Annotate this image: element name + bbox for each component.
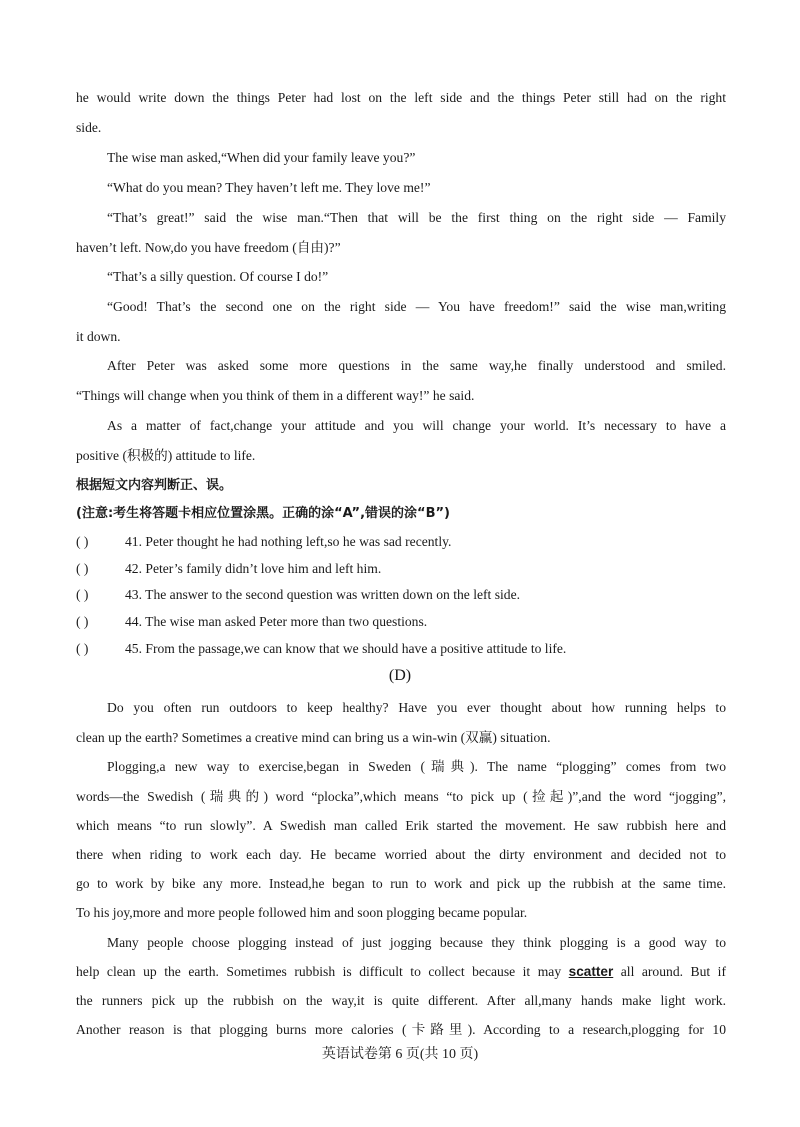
answer-blank[interactable]: ( ) — [76, 587, 89, 602]
answer-blank[interactable]: ( ) — [76, 534, 89, 549]
passage-line: As a matter of fact,change your attitude and you will change your world. It’s necessary to have a — [107, 418, 726, 433]
passage-line: go to work by bike any more. Instead,he began to run to work and pick up the rubbish at the same time. — [76, 876, 726, 891]
passage-line: To his joy,more and more people followed him and soon plogging became popular. — [76, 905, 528, 920]
passage-line — [76, 963, 726, 981]
passage-line: “Good! That’s the second one on the right side — You have freedom!” said the wise man,writing — [107, 299, 726, 314]
answer-blank[interactable]: ( ) — [76, 641, 89, 656]
question-text: 44. The wise man asked Peter more than two questions. — [125, 614, 428, 629]
passage-line: haven’t left. Now,do you have freedom (自由)?” — [76, 240, 341, 255]
passage-line: side. — [76, 120, 102, 135]
passage-line: “That’s great!” said the wise man.“Then that will be the first thing on the right side — Family — [107, 210, 726, 225]
passage-line: The wise man asked,“When did your family leave you?” — [107, 150, 416, 165]
passage-line: Do you often run outdoors to keep healthy? Have you ever thought about how running helps to — [107, 700, 726, 715]
passage-line: there when riding to work each day. He became worried about the dirty environment and decided not to — [76, 847, 726, 862]
passage-line: the runners pick up the rubbish on the way,it is quite different. After all,many hands make light work. — [76, 993, 726, 1008]
question-text: 42. Peter’s family didn’t love him and left him. — [125, 561, 382, 576]
passage-line: Many people choose plogging instead of just jogging because they think plogging is a good way to — [107, 935, 726, 950]
answer-blank[interactable]: ( ) — [76, 614, 89, 629]
passage-text: all around. But if — [613, 964, 726, 979]
passage-line: “Things will change when you think of them in a different way!” he said. — [76, 388, 475, 403]
passage-line: “What do you mean? They haven’t left me. They love me!” — [107, 180, 431, 195]
underlined-word: scatter — [568, 964, 614, 979]
passage-line: Plogging,a new way to exercise,began in Sweden (瑞典). The name “plogging” comes from two — [107, 759, 726, 774]
question-text: 45. From the passage,we can know that we should have a positive attitude to life. — [125, 641, 567, 656]
passage-line: Another reason is that plogging burns more calories (卡路里). According to a research,plogging for 10 — [76, 1022, 726, 1037]
passage-line: positive (积极的) attitude to life. — [76, 448, 256, 463]
passage-line: he would write down the things Peter had lost on the left side and the things Peter still had on the right — [76, 90, 726, 105]
page-footer: 英语试卷第 6 页(共 10 页) — [321, 1047, 479, 1062]
answer-blank[interactable]: ( ) — [76, 561, 89, 576]
question-text: 43. The answer to the second question was written down on the left side. — [125, 587, 521, 602]
question-text: 41. Peter thought he had nothing left,so he was sad recently. — [125, 534, 452, 549]
passage-line: words—the Swedish (瑞典的) word “plocka”,which means “to pick up (捡起)”,and the word “jogging”, — [76, 789, 726, 804]
passage-line: “That’s a silly question. Of course I do!” — [107, 269, 329, 284]
passage-line: After Peter was asked some more questions in the same way,he finally understood and smiled. — [107, 358, 726, 373]
passage-line: clean up the earth? Sometimes a creative mind can bring us a win-win (双赢) situation. — [76, 730, 551, 745]
passage-text: help clean up the earth. Sometimes rubbish is difficult to collect because it may — [76, 964, 569, 979]
section-heading: (D) — [388, 667, 412, 684]
instruction-note: (注意:考生将答题卡相应位置涂黑。正确的涂“A”,错误的涂“B”) — [76, 506, 450, 521]
instruction-title: 根据短文内容判断正、误。 — [76, 478, 233, 493]
passage-line: it down. — [76, 329, 121, 344]
passage-line: which means “to run slowly”. A Swedish man called Erik started the movement. He saw rubbish here and — [76, 818, 726, 833]
